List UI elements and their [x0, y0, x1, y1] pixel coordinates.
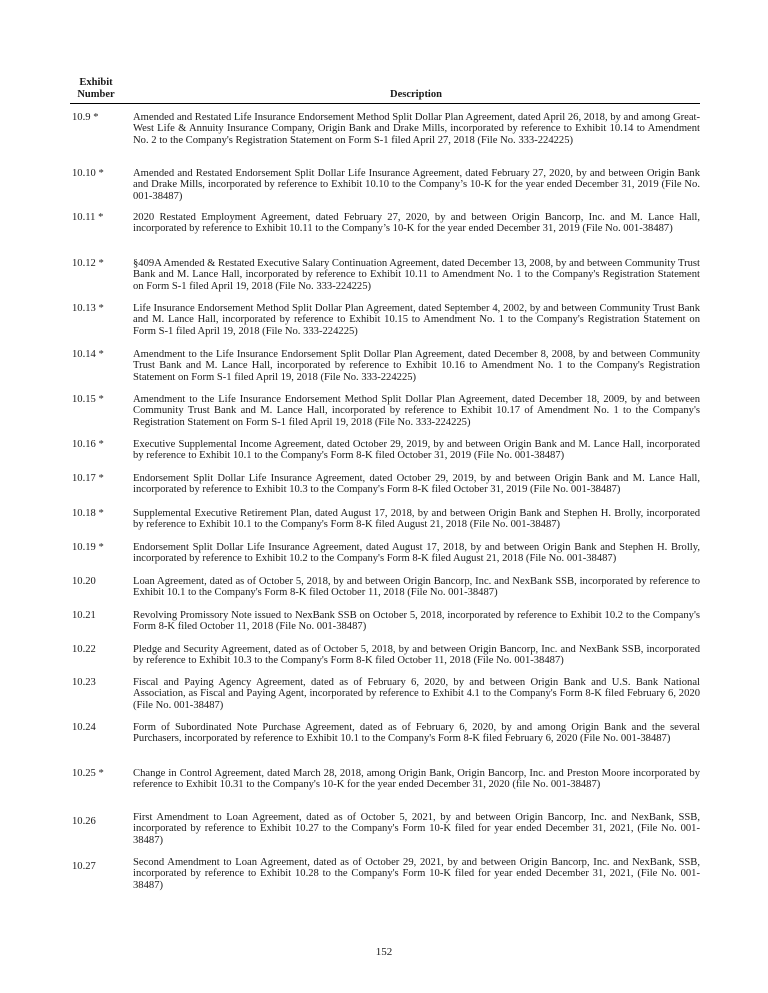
- exhibit-number: 10.19 *: [72, 542, 104, 553]
- exhibit-description: Loan Agreement, dated as of October 5, 2018, by and between Origin Bancorp, Inc. and NexBank SSB, incorporated by reference to Exhibit 10.1 to the Company's Form 8-K filed October 11, 2018 (File No. 001-38487): [133, 576, 700, 599]
- exhibit-description: Fiscal and Paying Agency Agreement, dated as of February 6, 2020, by and between Origin Bank and U.S. Bank National Association, as Fiscal and Paying Agent, incorporated by reference to Exhibit 4.1 to the Company's Form 8-K filed February 6, 2020 (File No. 001-38487): [133, 677, 700, 711]
- exhibit-number: 10.21: [72, 610, 96, 621]
- exhibit-number: 10.24: [72, 722, 96, 733]
- exhibit-number: 10.16 *: [72, 439, 104, 450]
- exhibit-number: 10.22: [72, 644, 96, 655]
- exhibit-description: Life Insurance Endorsement Method Split Dollar Plan Agreement, dated September 4, 2002, by and between Community Trust Bank and M. Lance Hall, incorporated by reference to Exhibit 10.15 to Amendment No. 1 to the Company's Registration Statement on Form S-1 filed April 19, 2018 (File No. 333-224225): [133, 303, 700, 337]
- exhibit-description: First Amendment to Loan Agreement, dated as of October 5, 2021, by and between Origin Bancorp, Inc. and NexBank, SSB, incorporated by reference to Exhibit 10.27 to the Company's Form 10-K filed for year ended December 31, 2021, (File No. 001-38487): [133, 812, 700, 846]
- exhibit-description: Amended and Restated Endorsement Split Dollar Life Insurance Agreement, dated February 27, 2020, by and between Origin Bank and Drake Mills, incorporated by reference to Exhibit 10.10 to the Company’s 10-K for the year ended December 31, 2019 (File No. 001-38487): [133, 168, 700, 202]
- exhibit-number: 10.14 *: [72, 349, 104, 360]
- exhibit-description: Form of Subordinated Note Purchase Agreement, dated as of February 6, 2020, by and among Origin Bank and the several Purchasers, incorporated by reference to Exhibit 10.1 to the Company's Form 8-K filed February 6, 2020 (File No. 001-38487): [133, 722, 700, 745]
- exhibit-number: 10.10 *: [72, 168, 104, 179]
- exhibit-description: Executive Supplemental Income Agreement, dated October 29, 2019, by and between Origin Bank and M. Lance Hall, incorporated by reference to Exhibit 10.1 to the Company's Form 8-K filed October 31, 2019 (File No. 001-38487): [133, 439, 700, 462]
- exhibit-description: Amendment to the Life Insurance Endorsement Split Dollar Plan Agreement, dated December 8, 2008, by and between Community Trust Bank and M. Lance Hall, incorporated by reference to Exhibit 10.16 to Amendment No. 1 to the Company's Registration Statement on Form S-1 filed April 19, 2018 (File No. 333-224225): [133, 349, 700, 383]
- exhibit-description: Change in Control Agreement, dated March 28, 2018, among Origin Bank, Origin Bancorp, Inc. and Preston Moore incorporated by reference to Exhibit 10.31 to the Company's 10-K for the year ended December 31, 2020 (file No. 001-38487): [133, 768, 700, 791]
- exhibit-description: Amendment to the Life Insurance Endorsement Method Split Dollar Plan Agreement, dated December 18, 2009, by and between Community Trust Bank and M. Lance Hall, incorporated by reference to Exhibit 10.17 of Amendment No. 1 to the Company's Registration Statement on Form S-1 filed April 19, 2018 (File No. 333-224225): [133, 394, 700, 428]
- exhibit-number: 10.26: [72, 816, 96, 827]
- exhibit-number: 10.15 *: [72, 394, 104, 405]
- exhibit-number: 10.9 *: [72, 112, 99, 123]
- exhibit-description: Supplemental Executive Retirement Plan, dated August 17, 2018, by and between Origin Bank and Stephen H. Brolly, incorporated by reference to Exhibit 10.1 to the Company's Form 8-K filed August 21, 2018 (File No. 001-38487): [133, 508, 700, 531]
- exhibit-header-line1: Exhibit: [79, 77, 113, 88]
- page-number: 152: [375, 946, 393, 958]
- exhibit-number: 10.20: [72, 576, 96, 587]
- exhibit-number: 10.25 *: [72, 768, 104, 779]
- exhibit-number: 10.12 *: [72, 258, 104, 269]
- exhibit-description: Endorsement Split Dollar Life Insurance Agreement, dated August 17, 2018, by and between Origin Bank and Stephen H. Brolly, incorporated by reference to Exhibit 10.2 to the Company's Form 8-K filed August 21, 2018 (File No. 001-38487): [133, 542, 700, 565]
- table-header: [70, 77, 700, 104]
- exhibit-description: Second Amendment to Loan Agreement, dated as of October 29, 2021, by and between Origin Bancorp, Inc. and NexBank, SSB, incorporated by reference to Exhibit 10.28 to the Company's Form 10-K filed for year ended December 31, 2021, (File No. 001-38487): [133, 857, 700, 891]
- exhibit-description: Pledge and Security Agreement, dated as of October 5, 2018, by and between Origin Bancorp, Inc. and NexBank SSB, incorporated by reference to Exhibit 10.3 to the Company's Form 8-K filed October 11, 2018 (File No. 001-38487): [133, 644, 700, 667]
- exhibit-number: 10.27: [72, 861, 96, 872]
- exhibit-description: §409A Amended & Restated Executive Salary Continuation Agreement, dated December 13, 2008, by and between Community Trust Bank and M. Lance Hall, incorporated by reference to Exhibit 10.11 to Amendment No. 1 to the Company's Registration Statement on Form S-1 filed April 19, 2018 (File No. 333-224225): [133, 258, 700, 292]
- exhibit-number: 10.18 *: [72, 508, 104, 519]
- exhibit-description: Revolving Promissory Note issued to NexBank SSB on October 5, 2018, incorporated by reference to Exhibit 10.2 to the Company's Form 8-K filed October 11, 2018 (File No. 001-38487): [133, 610, 700, 633]
- exhibit-description: 2020 Restated Employment Agreement, dated February 27, 2020, by and between Origin Bancorp, Inc. and M. Lance Hall, incorporated by reference to Exhibit 10.11 to the Company’s 10-K for the year ended December 31, 2019 (File No. 001-38487): [133, 212, 700, 235]
- description-header: Description: [390, 89, 442, 100]
- exhibit-number: 10.17 *: [72, 473, 104, 484]
- exhibit-number: 10.23: [72, 677, 96, 688]
- exhibit-number: 10.13 *: [72, 303, 104, 314]
- exhibit-description: Amended and Restated Life Insurance Endorsement Method Split Dollar Plan Agreement, dated April 26, 2018, by and among Great-West Life & Annuity Insurance Company, Origin Bank and Drake Mills, incorporated by reference to Exhibit 10.14 to Amendment No. 2 to the Company's Registration Statement on Form S-1 filed April 27, 2018 (File No. 333-224225): [133, 112, 700, 146]
- exhibit-number: 10.11 *: [72, 212, 104, 223]
- exhibit-header-line2: Number: [77, 89, 115, 100]
- exhibit-description: Endorsement Split Dollar Life Insurance Agreement, dated October 29, 2019, by and between Origin Bank and M. Lance Hall, incorporated by reference to Exhibit 10.3 to the Company's Form 8-K filed October 31, 2019 (File No. 001-38487): [133, 473, 700, 496]
